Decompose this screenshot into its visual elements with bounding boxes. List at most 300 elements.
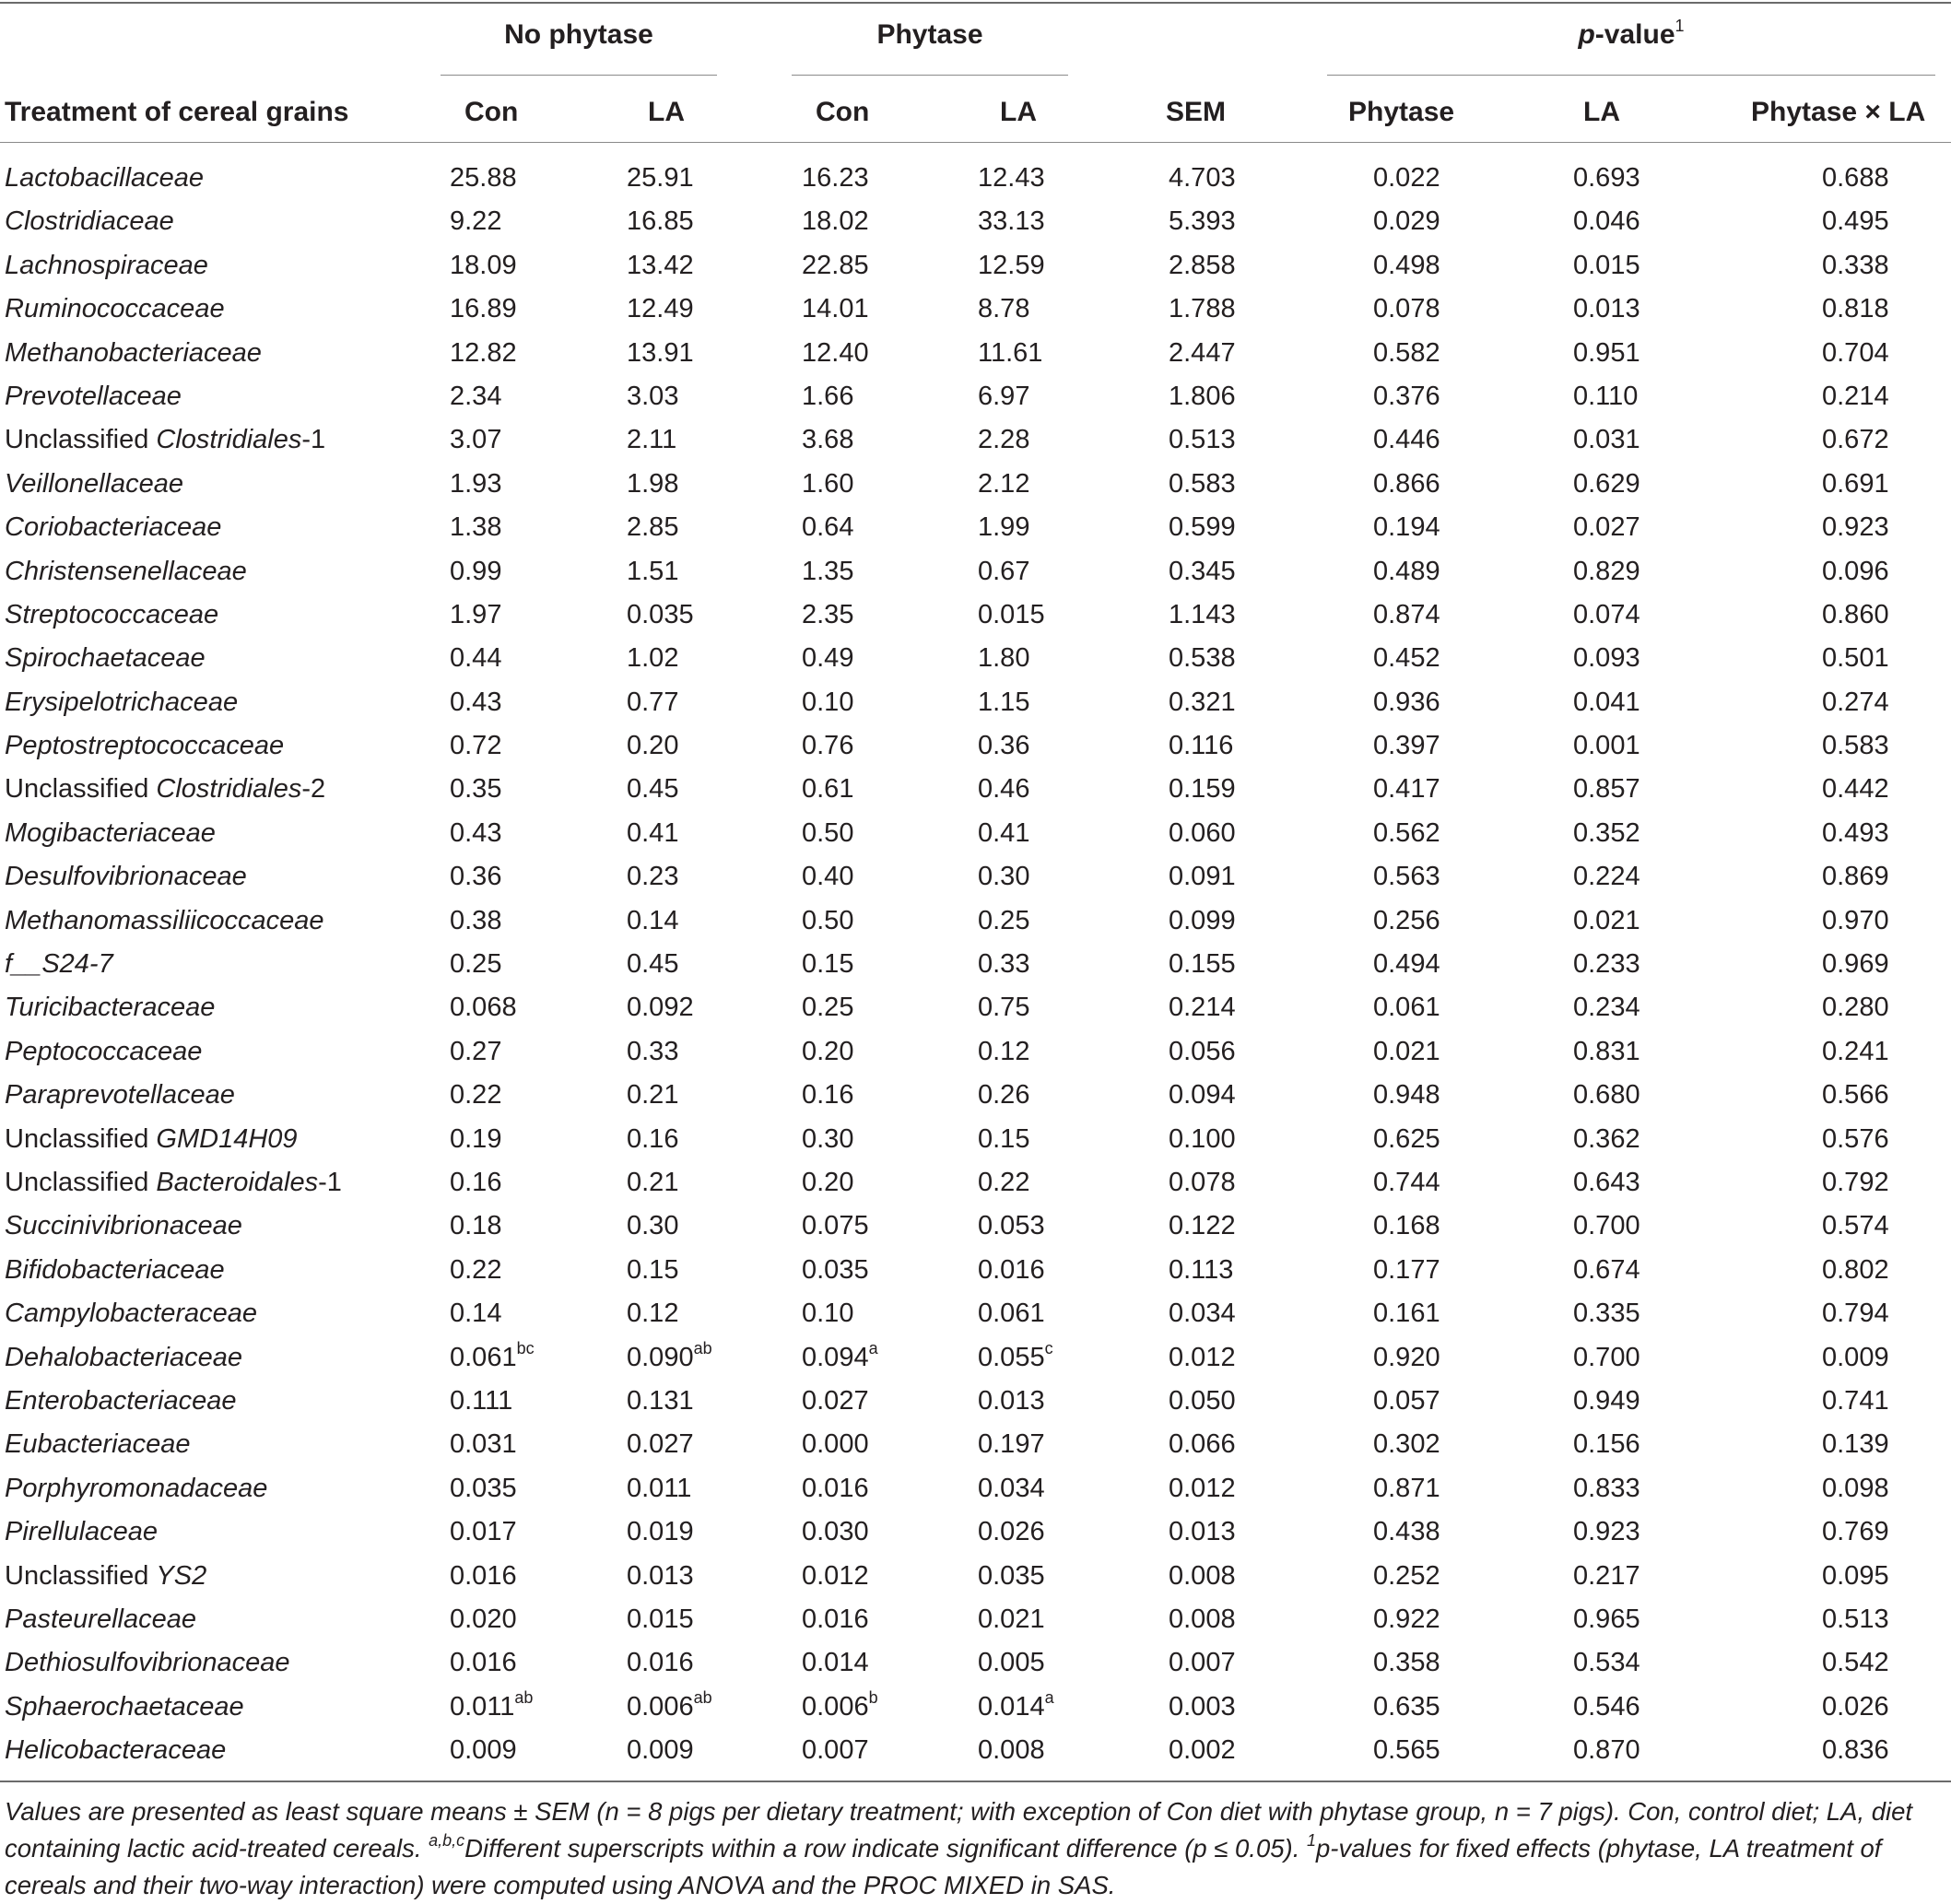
taxon-name: Mogibacteriaceae [5, 817, 216, 848]
cell-value: 0.744 [1373, 1167, 1440, 1197]
cell-pv-phytase [1373, 1641, 1440, 1685]
row-taxon-name [5, 943, 113, 986]
taxon-name: Methanomassiliicoccaceae [5, 905, 324, 935]
cell-np-con [450, 1555, 517, 1598]
cell-value: 2.35 [802, 599, 854, 629]
cell-value: 0.035 [627, 599, 694, 629]
table-bottom-rule [0, 1781, 1951, 1782]
cell-np-la [627, 986, 694, 1029]
cell-pv-interaction [1822, 1555, 1889, 1598]
cell-pv-phytase [1373, 637, 1440, 680]
cell-value: 2.28 [978, 425, 1030, 455]
cell-p-la [978, 1249, 1045, 1292]
row-taxon-name [5, 724, 284, 768]
cell-value: 0.870 [1573, 1735, 1640, 1766]
cell-value: 0.672 [1822, 425, 1889, 455]
cell-value: 12.82 [450, 337, 517, 368]
cell-value: 0.007 [802, 1735, 869, 1766]
cell-pv-la [1573, 986, 1640, 1029]
cell-value: 0.417 [1373, 774, 1440, 805]
row-taxon-name [5, 375, 182, 418]
cell-value: 0.008 [978, 1735, 1045, 1766]
cell-value: 0.77 [627, 687, 679, 717]
pvalue-footnote-mark: 1 [1675, 17, 1685, 35]
cell-np-la [627, 1641, 694, 1685]
cell-np-la [627, 943, 678, 986]
cell-value: 18.09 [450, 250, 517, 280]
cell-sem [1169, 244, 1236, 288]
cell-pv-interaction [1822, 724, 1889, 768]
cell-value: 0.035 [450, 1473, 517, 1503]
row-taxon-name [5, 463, 183, 506]
cell-sem [1169, 1205, 1236, 1248]
cell-value: 0.75 [978, 993, 1030, 1023]
cell-pv-la [1573, 1074, 1640, 1117]
cell-pv-interaction [1822, 550, 1889, 594]
row-taxon-name [5, 1467, 267, 1510]
cell-pv-la [1573, 418, 1640, 462]
cell-value: 0.72 [450, 731, 502, 761]
cell-pv-phytase [1373, 986, 1440, 1029]
cell-pv-interaction [1822, 637, 1889, 680]
table-row [0, 986, 1951, 1029]
cell-sem [1169, 1249, 1233, 1292]
cell-pv-interaction [1822, 1292, 1889, 1335]
cell-value: 0.035 [978, 1560, 1045, 1591]
cell-np-con [450, 1686, 533, 1729]
cell-value: 0.021 [1573, 905, 1640, 935]
cell-sem [1169, 594, 1236, 637]
cell-np-con [450, 812, 501, 855]
cell-np-con [450, 506, 501, 549]
cell-value: 0.027 [627, 1429, 694, 1460]
cell-value: 0.36 [978, 731, 1030, 761]
cell-value: 0.116 [1169, 731, 1234, 761]
cell-value: 0.274 [1822, 687, 1889, 717]
cell-value: 0.38 [450, 905, 502, 935]
cell-value: 0.46 [978, 774, 1030, 805]
cell-value: 0.20 [627, 731, 679, 761]
cell-value: 0.031 [1573, 425, 1640, 455]
cell-pv-la [1573, 506, 1640, 549]
cell-np-la [627, 768, 678, 811]
cell-value: 0.818 [1822, 294, 1889, 324]
taxon-name: Lachnospiraceae [5, 250, 208, 280]
taxon-name: Enterobacteriaceae [5, 1385, 237, 1416]
table-row [0, 724, 1951, 768]
col-header-treatment: Treatment of cereal grains [5, 97, 349, 127]
cell-p-la [978, 1510, 1045, 1554]
cell-pv-phytase [1373, 768, 1440, 811]
cell-pv-interaction [1822, 375, 1889, 418]
cell-p-con [802, 1686, 878, 1729]
cell-value: 0.21 [627, 1167, 679, 1197]
cell-pv-la [1573, 812, 1640, 855]
cell-value: 0.335 [1573, 1299, 1640, 1329]
cell-value: 0.583 [1822, 731, 1889, 761]
cell-p-con [802, 594, 853, 637]
cell-value: 1.143 [1169, 599, 1236, 629]
cell-value: 0.16 [802, 1080, 854, 1111]
cell-p-la [978, 1205, 1045, 1248]
row-taxon-name [5, 1292, 257, 1335]
cell-value: 0.094 [802, 1342, 869, 1372]
cell-p-con [802, 681, 853, 724]
cell-value: 1.15 [978, 687, 1030, 717]
cell-value: 0.10 [802, 1299, 854, 1329]
cell-value: 0.951 [1573, 337, 1640, 368]
cell-value: 0.376 [1373, 381, 1440, 411]
cell-pv-phytase [1373, 899, 1440, 943]
cell-pv-phytase [1373, 418, 1440, 462]
group-rule-no-phytase [441, 75, 717, 76]
cell-value: 0.011 [450, 1691, 515, 1722]
cell-value: 0.280 [1822, 993, 1889, 1023]
taxon-name: Streptococcaceae [5, 599, 219, 629]
cell-pv-interaction [1822, 332, 1889, 375]
cell-pv-interaction [1822, 463, 1889, 506]
cell-value: 0.923 [1573, 1517, 1640, 1547]
cell-p-con [802, 1205, 869, 1248]
cell-value: 0.090 [627, 1342, 694, 1372]
cell-value: 1.93 [450, 468, 502, 499]
col-header-np-la: LA [648, 97, 685, 127]
cell-sem [1169, 1467, 1236, 1510]
cell-np-la [627, 1467, 691, 1510]
cell-value: 0.741 [1822, 1385, 1889, 1416]
footnote-text-2: Different superscripts within a row indicate significant difference (p ≤ 0.05). [464, 1834, 1307, 1863]
cell-np-con [450, 1074, 501, 1117]
cell-sem [1169, 1423, 1236, 1466]
cell-np-con [450, 1249, 501, 1292]
cell-value: 0.635 [1373, 1691, 1440, 1722]
cell-value: 0.833 [1573, 1473, 1640, 1503]
cell-p-la [978, 157, 1045, 200]
cell-np-la [627, 1205, 678, 1248]
cell-value: 0.36 [450, 862, 502, 892]
cell-value: 18.02 [802, 206, 869, 237]
cell-p-con [802, 418, 853, 462]
cell-p-la [978, 244, 1045, 288]
taxon-prefix: Unclassified [5, 1560, 157, 1591]
taxon-name: Clostridiales [156, 774, 302, 805]
table-row [0, 1249, 1951, 1292]
cell-value: 0.27 [450, 1036, 502, 1066]
cell-pv-la [1573, 1686, 1640, 1729]
cell-sem [1169, 1336, 1236, 1380]
cell-np-la [627, 899, 678, 943]
cell-value: 0.006 [802, 1691, 869, 1722]
cell-value: 0.836 [1822, 1735, 1889, 1766]
cell-np-con [450, 1598, 517, 1641]
col-header-sem: SEM [1166, 97, 1227, 127]
taxon-name: Spirochaetaceae [5, 643, 206, 674]
cell-value: 0.075 [802, 1211, 869, 1241]
table-row [0, 1074, 1951, 1117]
cell-value: 0.241 [1822, 1036, 1889, 1066]
cell-value: 1.98 [627, 468, 679, 499]
cell-value: 2.11 [627, 425, 677, 455]
cell-value: 0.700 [1573, 1342, 1640, 1372]
cell-p-la [978, 768, 1029, 811]
cell-value: 0.031 [450, 1429, 517, 1460]
cell-pv-la [1573, 1423, 1640, 1466]
group-rule-pvalue [1327, 75, 1935, 76]
cell-pv-interaction [1822, 986, 1889, 1029]
cell-pv-la [1573, 550, 1640, 594]
cell-value: 0.21 [627, 1080, 679, 1111]
cell-value: 0.234 [1573, 993, 1640, 1023]
row-taxon-name [5, 681, 238, 724]
cell-pv-phytase [1373, 1510, 1440, 1554]
cell-np-con [450, 1510, 517, 1554]
footnote-sup-2: 1 [1306, 1830, 1316, 1850]
taxon-name: Bacteroidales [156, 1167, 319, 1197]
cell-sem [1169, 375, 1236, 418]
cell-np-la [627, 1161, 678, 1205]
cell-value: 0.256 [1373, 905, 1440, 935]
cell-value: 0.43 [450, 687, 502, 717]
cell-p-la [978, 943, 1029, 986]
cell-value: 0.866 [1373, 468, 1440, 499]
cell-np-la [627, 418, 676, 462]
cell-np-la [627, 1555, 694, 1598]
col-header-pv-phytase: Phytase [1348, 97, 1455, 127]
cell-value: 0.969 [1822, 949, 1889, 980]
cell-sem [1169, 463, 1236, 506]
cell-value: 0.446 [1373, 425, 1440, 455]
row-taxon-name [5, 157, 204, 200]
cell-value: 0.094 [1169, 1080, 1236, 1111]
taxon-suffix: -1 [301, 425, 326, 455]
taxon-name: Eubacteriaceae [5, 1429, 191, 1460]
cell-pv-la [1573, 1555, 1640, 1598]
table-row [0, 1161, 1951, 1205]
cell-p-con [802, 332, 869, 375]
cell-value: 0.566 [1822, 1080, 1889, 1111]
cell-value: 0.949 [1573, 1385, 1640, 1416]
cell-value: 0.016 [978, 1254, 1045, 1285]
cell-value: 0.302 [1373, 1429, 1440, 1460]
cell-value: 0.64 [802, 512, 854, 543]
table-row [0, 681, 1951, 724]
cell-pv-phytase [1373, 463, 1440, 506]
row-taxon-name [5, 1729, 226, 1772]
taxon-prefix: Unclassified [5, 1123, 157, 1154]
cell-pv-interaction [1822, 157, 1889, 200]
cell-pv-la [1573, 1205, 1640, 1248]
cell-sem [1169, 1292, 1236, 1335]
row-taxon-name [5, 1380, 237, 1423]
cell-value: 0.008 [1169, 1560, 1236, 1591]
cell-pv-interaction [1822, 1030, 1889, 1074]
cell-value: 3.03 [627, 381, 679, 411]
cell-superscript: c [1044, 1338, 1053, 1357]
cell-pv-la [1573, 1161, 1640, 1205]
cell-value: 0.139 [1822, 1429, 1889, 1460]
cell-value: 1.38 [450, 512, 502, 543]
cell-np-la [627, 506, 678, 549]
cell-value: 0.352 [1573, 817, 1640, 848]
cell-value: 0.217 [1573, 1560, 1640, 1591]
cell-pv-la [1573, 1598, 1640, 1641]
footnote-sup-1: a,b,c [429, 1830, 465, 1850]
cell-value: 0.582 [1373, 337, 1440, 368]
row-taxon-name [5, 899, 324, 943]
cell-np-con [450, 768, 501, 811]
cell-value: 0.704 [1822, 337, 1889, 368]
cell-sem [1169, 288, 1236, 331]
cell-p-la [978, 1641, 1045, 1685]
cell-pv-phytase [1373, 332, 1440, 375]
table-row [0, 332, 1951, 375]
cell-value: 0.214 [1822, 381, 1889, 411]
row-taxon-name [5, 637, 206, 680]
taxon-name: Christensenellaceae [5, 556, 247, 586]
cell-value: 0.50 [802, 817, 854, 848]
cell-p-la [978, 681, 1029, 724]
cell-p-con [802, 1249, 869, 1292]
cell-sem [1169, 1555, 1236, 1598]
cell-np-la [627, 463, 678, 506]
cell-value: 0.920 [1373, 1342, 1440, 1372]
cell-pv-interaction [1822, 594, 1889, 637]
cell-value: 0.015 [627, 1604, 694, 1634]
table-row [0, 943, 1951, 986]
cell-value: 9.22 [450, 206, 502, 237]
cell-value: 12.59 [978, 250, 1045, 280]
cell-value: 0.12 [627, 1299, 679, 1329]
cell-value: 0.015 [978, 599, 1045, 629]
cell-value: 0.005 [978, 1648, 1045, 1678]
taxon-name: Paraprevotellaceae [5, 1080, 235, 1111]
cell-pv-interaction [1822, 943, 1889, 986]
cell-value: 0.016 [802, 1473, 869, 1503]
row-taxon-name [5, 244, 208, 288]
cell-pv-phytase [1373, 1598, 1440, 1641]
cell-value: 0.574 [1822, 1211, 1889, 1241]
cell-value: 0.362 [1573, 1123, 1640, 1154]
cell-pv-interaction [1822, 1074, 1889, 1117]
cell-value: 0.078 [1169, 1167, 1236, 1197]
cell-pv-la [1573, 1292, 1640, 1335]
cell-np-con [450, 594, 501, 637]
cell-value: 6.97 [978, 381, 1030, 411]
col-header-pv-interaction: Phytase × LA [1751, 97, 1926, 127]
cell-value: 0.008 [1169, 1604, 1236, 1634]
cell-value: 12.49 [627, 294, 694, 324]
cell-value: 0.007 [1169, 1648, 1236, 1678]
cell-np-la [627, 1729, 694, 1772]
cell-p-con [802, 1030, 853, 1074]
cell-p-la [978, 375, 1029, 418]
cell-value: 0.177 [1373, 1254, 1440, 1285]
cell-value: 13.91 [627, 337, 694, 368]
cell-pv-la [1573, 1510, 1640, 1554]
cell-np-la [627, 332, 694, 375]
cell-p-con [802, 1510, 869, 1554]
cell-value: 0.056 [1169, 1036, 1236, 1066]
cell-pv-interaction [1822, 1686, 1889, 1729]
cell-value: 5.393 [1169, 206, 1236, 237]
cell-value: 1.80 [978, 643, 1030, 674]
cell-sem [1169, 1598, 1236, 1641]
cell-pv-phytase [1373, 681, 1440, 724]
cell-sem [1169, 1074, 1236, 1117]
cell-value: 0.948 [1373, 1080, 1440, 1111]
cell-value: 8.78 [978, 294, 1030, 324]
cell-value: 0.131 [627, 1385, 694, 1416]
cell-pv-phytase [1373, 594, 1440, 637]
cell-value: 0.027 [802, 1385, 869, 1416]
cell-value: 0.12 [978, 1036, 1030, 1066]
cell-value: 0.869 [1822, 862, 1889, 892]
cell-pv-la [1573, 1641, 1640, 1685]
cell-p-la [978, 1380, 1045, 1423]
taxon-name: Bifidobacteriaceae [5, 1254, 225, 1285]
pvalue-suffix: -value [1594, 19, 1675, 50]
cell-value: 0.860 [1822, 599, 1889, 629]
cell-np-con [450, 1205, 501, 1248]
cell-value: 2.34 [450, 381, 502, 411]
cell-pv-phytase [1373, 244, 1440, 288]
table-row [0, 1336, 1951, 1380]
cell-value: 0.30 [627, 1211, 679, 1241]
cell-value: 0.10 [802, 687, 854, 717]
cell-np-con [450, 244, 517, 288]
cell-superscript: b [868, 1688, 878, 1708]
cell-value: 0.397 [1373, 731, 1440, 761]
cell-value: 1.02 [627, 643, 679, 674]
cell-value: 0.15 [978, 1123, 1030, 1154]
cell-superscript: bc [516, 1338, 535, 1357]
cell-value: 0.923 [1822, 512, 1889, 543]
cell-value: 3.07 [450, 425, 502, 455]
cell-value: 0.22 [978, 1167, 1030, 1197]
cell-value: 0.020 [450, 1604, 517, 1634]
cell-value: 0.538 [1169, 643, 1236, 674]
cell-p-con [802, 1292, 853, 1335]
cell-np-con [450, 375, 501, 418]
footnote-text-1: Values are presented as least square means ± SEM (n = 8 pigs per dietary treatment; with exception of Con diet with phytase group, n = 7 pigs). Con, control diet; LA, diet containing lactic acid-treated cereals. [5, 1797, 1913, 1863]
cell-value: 0.563 [1373, 862, 1440, 892]
cell-np-con [450, 1292, 501, 1335]
cell-value: 0.494 [1373, 949, 1440, 980]
group-rule-phytase [792, 75, 1068, 76]
cell-p-con [802, 943, 853, 986]
cell-p-la [978, 463, 1029, 506]
cell-value: 0.33 [978, 949, 1030, 980]
cell-value: 0.452 [1373, 643, 1440, 674]
cell-np-con [450, 288, 517, 331]
cell-p-con [802, 200, 869, 243]
footnote-text-3: p-values for fixed effects (phytase, LA treatment of cereals and their two-way interaction) were computed using ANOVA and the PROC MIXED in SAS. [5, 1834, 1882, 1899]
cell-sem [1169, 200, 1236, 243]
cell-value: 0.442 [1822, 774, 1889, 805]
cell-pv-la [1573, 1336, 1640, 1380]
cell-p-la [978, 288, 1029, 331]
cell-value: 0.691 [1822, 468, 1889, 499]
cell-np-con [450, 681, 501, 724]
cell-value: 0.693 [1573, 163, 1640, 193]
cell-p-con [802, 1467, 869, 1510]
cell-np-la [627, 1074, 678, 1117]
cell-sem [1169, 332, 1236, 375]
row-taxon-name [5, 594, 218, 637]
group-header-pvalue [1327, 17, 1935, 53]
cell-value: 0.016 [450, 1560, 517, 1591]
cell-np-con [450, 157, 517, 200]
